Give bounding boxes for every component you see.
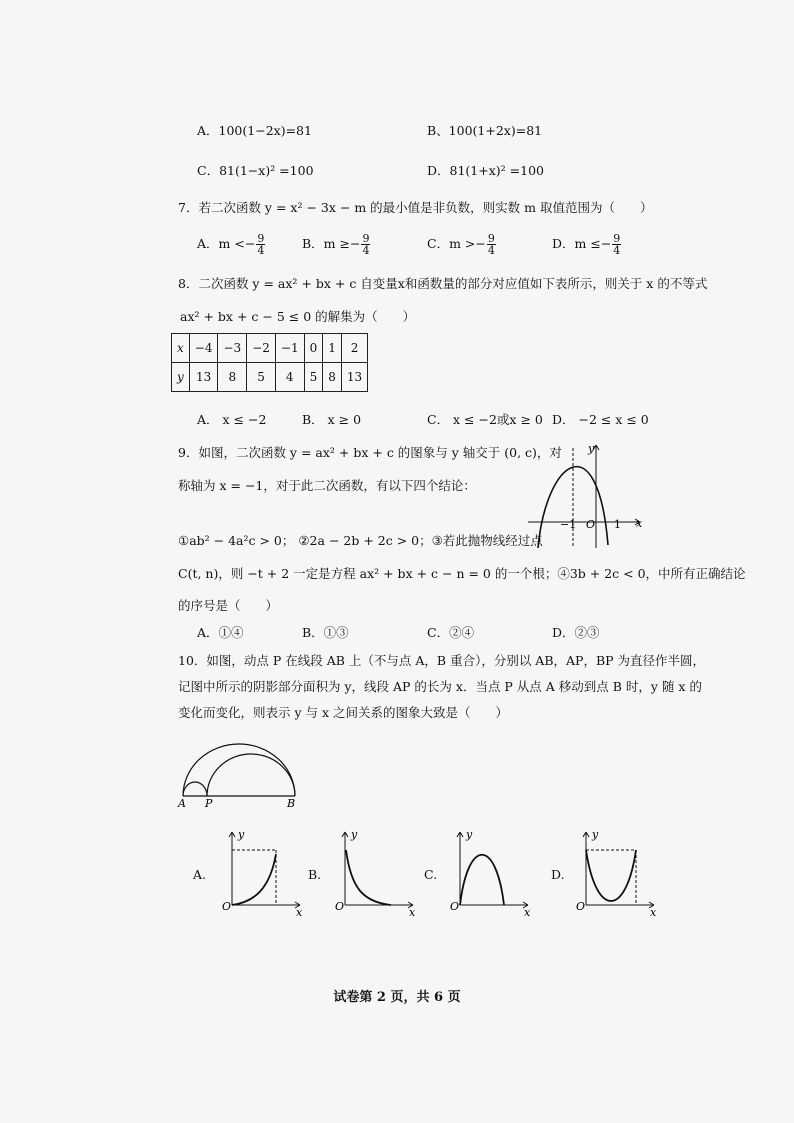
q10-stem-1: 10．如图，动点 P 在线段 AB 上（不与点 A，B 重合），分别以 AB，AP，BP 为直径作半圆， <box>178 653 706 668</box>
point-a-label: A <box>178 797 186 810</box>
point-b-label: B <box>287 797 296 810</box>
y-label: y <box>466 828 473 841</box>
q6-option-b: B、100(1+2x)=81 <box>427 123 543 138</box>
y-label: y <box>238 828 245 841</box>
q9-option-b: B．①③ <box>302 625 349 640</box>
curve <box>346 850 391 905</box>
point-p-label: P <box>205 797 213 810</box>
y-label: y <box>351 828 358 841</box>
one-label: 1 <box>614 518 621 531</box>
fraction-den: 4 <box>487 244 495 257</box>
fraction-num: 9 <box>613 232 621 245</box>
q7-option-c <box>427 233 497 256</box>
q9-stem-5: 的序号是（ ） <box>178 598 279 613</box>
table-cell: 1 <box>323 334 342 363</box>
fraction-den: 4 <box>613 244 621 257</box>
fraction <box>612 233 621 256</box>
q7-b-text: B．m ≥− <box>302 236 361 251</box>
table-cell: −3 <box>218 334 247 363</box>
table-cell: 5 <box>247 363 276 392</box>
table-cell: 13 <box>189 363 218 392</box>
neg-one-label: −1 <box>560 518 577 531</box>
x-label: x <box>524 906 531 919</box>
fraction <box>487 233 496 256</box>
origin-label: O <box>335 900 345 913</box>
q7-c-text: C．m >− <box>427 236 486 251</box>
table-cell: 4 <box>275 363 304 392</box>
table-cell: 8 <box>218 363 247 392</box>
fraction-num: 9 <box>487 232 495 245</box>
q10-option-c-label: C. <box>424 867 438 882</box>
page-footer: 试卷第 2 页，共 6 页 <box>333 990 461 1005</box>
q8-value-table <box>171 333 368 392</box>
q9-stem-4: C(t, n)，则 −t + 2 一定是方程 ax² + bx + c − n = 0 的一个根；④3b + 2c < 0，中所有正确结论 <box>178 566 746 581</box>
table-row <box>172 334 368 363</box>
x-label: x <box>650 906 657 919</box>
q10-option-d-label: D. <box>551 867 565 882</box>
fraction-num: 9 <box>362 232 370 245</box>
q10-stem-2: 记图中所示的阴影部分面积为 y，线段 AP 的长为 x．当点 P 从点 A 移动到点 B 时，y 随 x 的 <box>178 679 702 694</box>
table-cell: x <box>172 334 190 363</box>
q8-option-a: A． x ≤ −2 <box>197 412 267 427</box>
fraction <box>361 233 370 256</box>
q9-stem-1: 9．如图，二次函数 y = ax² + bx + c 的图象与 y 轴交于 (0, c)，对 <box>178 445 562 460</box>
table-cell: 13 <box>341 363 367 392</box>
fraction <box>256 233 265 256</box>
x-label: x <box>636 517 643 530</box>
curve <box>232 854 276 905</box>
q10-stem-3: 变化而变化，则表示 y 与 x 之间关系的图象大致是（ ） <box>178 705 509 720</box>
q9-stem-2: 称轴为 x = −1，对于此二次函数，有以下四个结论： <box>178 478 476 493</box>
q7-d-text: D．m ≤− <box>552 236 612 251</box>
large-semicircle <box>183 744 295 796</box>
origin-label: O <box>222 900 232 913</box>
q8-option-b: B． x ≥ 0 <box>302 412 362 427</box>
fraction-num: 9 <box>257 232 265 245</box>
q7-option-b <box>302 233 371 256</box>
q7-stem: 7．若二次函数 y = x² − 3x − m 的最小值是非负数，则实数 m 取值范围为（ ） <box>178 200 653 215</box>
y-label: y <box>588 442 595 455</box>
table-cell: −2 <box>247 334 276 363</box>
curve <box>460 855 504 905</box>
q10-graph-b <box>333 828 423 918</box>
q7-a-text: A．m <− <box>197 236 256 251</box>
fraction-den: 4 <box>362 244 370 257</box>
table-row <box>172 363 368 392</box>
x-label: x <box>409 906 416 919</box>
q10-graph-d <box>574 828 664 918</box>
origin-label: O <box>450 900 460 913</box>
fraction-den: 4 <box>257 244 265 257</box>
table-cell: 5 <box>304 363 323 392</box>
q7-option-d <box>552 233 622 256</box>
q8-stem-1: 8．二次函数 y = ax² + bx + c 自变量x和函数量的部分对应值如下表所示，则关于 x 的不等式 <box>178 276 708 291</box>
q8-stem-2: ax² + bx + c − 5 ≤ 0 的解集为（ ） <box>180 309 416 324</box>
q9-option-c: C．②④ <box>427 625 475 640</box>
q9-option-d: D．②③ <box>552 625 600 640</box>
q9-parabola-graph <box>520 440 650 550</box>
curve <box>586 850 636 901</box>
x-label: x <box>296 906 303 919</box>
q10-graph-a <box>220 828 310 918</box>
origin-label: O <box>576 900 586 913</box>
table-cell: y <box>172 363 190 392</box>
q8-option-c: C． x ≤ −2或x ≥ 0 <box>427 412 543 427</box>
y-label: y <box>592 828 599 841</box>
table-cell: −4 <box>189 334 218 363</box>
origin-label: O <box>586 518 596 531</box>
q8-option-d: D． −2 ≤ x ≤ 0 <box>552 412 649 427</box>
table-cell: −1 <box>275 334 304 363</box>
q7-option-a <box>197 233 266 256</box>
q9-option-a: A．①④ <box>197 625 244 640</box>
q10-graph-c <box>448 828 538 918</box>
table-cell: 8 <box>323 363 342 392</box>
table-cell: 0 <box>304 334 323 363</box>
q10-option-a-label: A. <box>193 867 207 882</box>
small-semicircle-ap <box>183 782 207 796</box>
q6-option-d: D．81(1+x)² =100 <box>427 163 544 178</box>
q9-stem-3: ①ab² − 4a²c > 0； ②2a − 2b + 2c > 0；③若此抛物线经过点 <box>178 533 543 548</box>
q6-option-c: C．81(1−x)² =100 <box>197 163 314 178</box>
semicircle-bp <box>207 754 295 796</box>
q10-option-b-label: B. <box>308 867 322 882</box>
table-cell: 2 <box>341 334 367 363</box>
q10-semicircle-figure <box>178 738 303 810</box>
q6-option-a: A．100(1−2x)=81 <box>197 123 312 138</box>
